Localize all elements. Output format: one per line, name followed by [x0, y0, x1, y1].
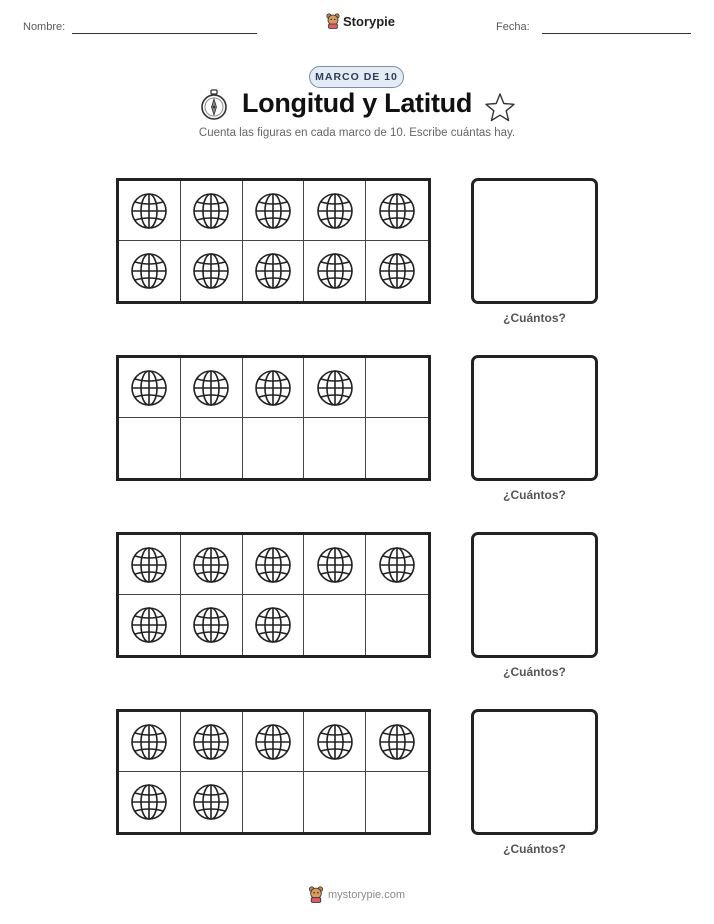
date-line [542, 33, 691, 34]
globe-icon [254, 192, 292, 230]
date-label: Fecha: [496, 21, 530, 33]
frame-cell [119, 358, 181, 418]
frame-cell [366, 241, 428, 301]
frame-cell [366, 595, 428, 655]
globe-icon [192, 192, 230, 230]
globe-icon [130, 369, 168, 407]
frame-cell [119, 241, 181, 301]
globe-icon [130, 252, 168, 290]
globe-icon [254, 606, 292, 644]
frame-cell [181, 535, 243, 595]
frame-cell [304, 418, 366, 478]
frame-cell [243, 595, 305, 655]
frame-cell [366, 712, 428, 772]
globe-icon [254, 369, 292, 407]
brand-name: Storypie [343, 13, 396, 29]
how-many-label: ¿Cuántos? [503, 842, 566, 856]
ten-frame [116, 532, 431, 658]
answer-box[interactable] [471, 355, 598, 481]
name-line [72, 33, 257, 34]
globe-icon [192, 252, 230, 290]
worksheet-badge: MARCO DE 10 [309, 66, 404, 88]
globe-icon [378, 723, 416, 761]
page-title: Longitud y Latitud [241, 88, 473, 118]
frame-cell [119, 181, 181, 241]
frame-cell [181, 712, 243, 772]
instructions: Cuenta las figuras en cada marco de 10. Escribe cuántas hay. [198, 127, 516, 139]
globe-icon [316, 192, 354, 230]
frame-cell [181, 241, 243, 301]
frame-cell [304, 181, 366, 241]
globe-icon [130, 723, 168, 761]
how-many-label: ¿Cuántos? [503, 665, 566, 679]
ten-frame [116, 355, 431, 481]
star-icon [484, 92, 516, 122]
frame-cell [366, 358, 428, 418]
frame-cell [243, 772, 305, 832]
globe-icon [192, 723, 230, 761]
answer-box[interactable] [471, 178, 598, 304]
frame-cell [181, 418, 243, 478]
globe-icon [254, 723, 292, 761]
globe-icon [316, 369, 354, 407]
globe-icon [130, 192, 168, 230]
globe-icon [192, 546, 230, 584]
frame-cell [366, 418, 428, 478]
frame-cell [243, 535, 305, 595]
ten-frame [116, 178, 431, 304]
answer-box[interactable] [471, 709, 598, 835]
frame-cell [366, 772, 428, 832]
answer-box[interactable] [471, 532, 598, 658]
frame-cell [243, 241, 305, 301]
frame-cell [304, 712, 366, 772]
globe-icon [316, 723, 354, 761]
globe-icon [316, 252, 354, 290]
name-label: Nombre: [23, 21, 66, 33]
footer-url: mystorypie.com [328, 888, 406, 901]
frame-cell [181, 181, 243, 241]
globe-icon [192, 369, 230, 407]
how-many-label: ¿Cuántos? [503, 311, 566, 325]
frame-cell [304, 535, 366, 595]
frame-cell [366, 535, 428, 595]
globe-icon [378, 192, 416, 230]
frame-cell [243, 358, 305, 418]
frame-cell [366, 181, 428, 241]
frame-cell [119, 595, 181, 655]
frame-cell [304, 772, 366, 832]
globe-icon [378, 546, 416, 584]
globe-icon [254, 252, 292, 290]
frame-cell [304, 595, 366, 655]
globe-icon [192, 606, 230, 644]
globe-icon [254, 546, 292, 584]
frame-cell [243, 418, 305, 478]
bear-icon [326, 13, 340, 29]
ten-frame [116, 709, 431, 835]
frame-cell [243, 712, 305, 772]
bear-icon [308, 886, 324, 903]
frame-cell [119, 535, 181, 595]
globe-icon [130, 546, 168, 584]
frame-cell [181, 595, 243, 655]
frame-cell [119, 712, 181, 772]
frame-cell [119, 418, 181, 478]
brand-logo [326, 13, 395, 29]
frame-cell [181, 772, 243, 832]
globe-icon [316, 546, 354, 584]
frame-cell [119, 772, 181, 832]
frame-cell [304, 241, 366, 301]
globe-icon [130, 606, 168, 644]
frame-cell [181, 358, 243, 418]
frame-cell [304, 358, 366, 418]
globe-icon [192, 783, 230, 821]
frame-cell [243, 181, 305, 241]
how-many-label: ¿Cuántos? [503, 488, 566, 502]
globe-icon [378, 252, 416, 290]
footer [308, 886, 405, 903]
globe-icon [130, 783, 168, 821]
